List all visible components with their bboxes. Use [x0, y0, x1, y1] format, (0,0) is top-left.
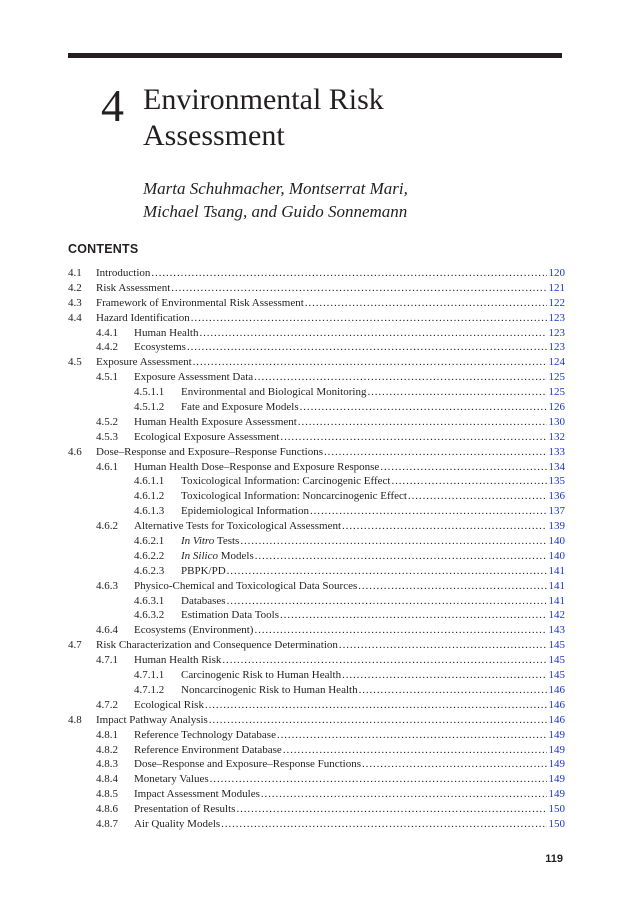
toc-entry[interactable]: [68, 668, 565, 683]
toc-entry-title[interactable]: Human Health Exposure Assessment: [134, 415, 297, 428]
toc-entry-number: 4.6.1: [96, 460, 118, 473]
toc-entry-leader: [134, 772, 565, 787]
toc-entry-number: 4.8.2: [96, 743, 118, 756]
toc-entry-number: 4.6.2.1: [134, 535, 165, 548]
toc-entry-page-link[interactable]: 145: [548, 669, 565, 682]
toc-entry-leader: [134, 802, 565, 817]
toc-dot-leader: [305, 296, 547, 311]
toc-dot-leader: [280, 608, 546, 623]
toc-dot-leader: [277, 728, 547, 743]
toc-dot-leader: [280, 430, 546, 445]
toc-entry-leader: [134, 340, 565, 355]
toc-entry-title[interactable]: Exposure Assessment Data: [134, 371, 254, 384]
toc-entry-leader: [134, 430, 565, 445]
toc-entry-number: 4.8.5: [96, 788, 118, 801]
toc-entry-leader: [96, 638, 565, 653]
toc-entry-number: 4.5.1.1: [134, 386, 165, 399]
toc-entry-page-link[interactable]: 149: [548, 773, 565, 786]
toc-dot-leader: [339, 638, 547, 653]
toc-entry[interactable]: [68, 534, 565, 549]
toc-entry-title[interactable]: Impact Assessment Modules: [134, 788, 260, 801]
toc-entry-number: 4.7.1: [96, 654, 118, 667]
toc-entry[interactable]: [68, 608, 565, 623]
toc-entry-leader: [134, 728, 565, 743]
toc-entry-page-link[interactable]: 149: [548, 743, 565, 756]
toc-entry-leader: [181, 564, 565, 579]
toc-entry-number: 4.7: [68, 639, 82, 652]
toc-entry-title-rest: Tests: [214, 535, 240, 548]
toc-entry-number: 4.5.3: [96, 430, 118, 443]
toc-entry-page-link[interactable]: 150: [548, 817, 565, 830]
toc-entry-title[interactable]: Noncarcinogenic Risk to Human Health: [181, 683, 358, 696]
toc-entry-number: 4.6: [68, 445, 82, 458]
toc-entry-number: 4.8.1: [96, 728, 118, 741]
toc-entry-number: 4.4: [68, 311, 82, 324]
toc-entry-leader: [134, 370, 565, 385]
toc-entry-page-link[interactable]: 132: [548, 430, 565, 443]
toc-entry-title[interactable]: Human Health Dose–Response and Exposure Response: [134, 460, 380, 473]
toc-dot-leader: [191, 311, 547, 326]
toc-entry-leader: [134, 415, 565, 430]
toc-entry-title[interactable]: Impact Pathway Analysis: [96, 713, 208, 726]
toc-entry-title[interactable]: Physico-Chemical and Toxicological Data Sources: [134, 579, 358, 592]
toc-entry-leader: [134, 817, 565, 832]
toc-entry-number: 4.6.3.1: [134, 594, 165, 607]
toc-entry-number: 4.6.2: [96, 520, 118, 533]
toc-entry-number: 4.7.1.1: [134, 669, 165, 682]
toc-entry-leader: [181, 400, 565, 415]
toc-entry-title[interactable]: Fate and Exposure Models: [181, 401, 299, 414]
toc-entry-number: 4.4.2: [96, 341, 118, 354]
toc-entry-page-link[interactable]: 123: [548, 341, 565, 354]
toc-entry-leader: [181, 683, 565, 698]
toc-entry-leader: [134, 519, 565, 534]
toc-dot-leader: [298, 415, 547, 430]
toc-entry-page-link[interactable]: 125: [548, 386, 565, 399]
toc-entry-page-link[interactable]: 121: [548, 281, 565, 294]
toc-entry-page-link[interactable]: 146: [548, 683, 565, 696]
toc-entry-number: 4.2: [68, 281, 82, 294]
toc-dot-leader: [210, 772, 547, 787]
toc-dot-leader: [380, 460, 546, 475]
toc-entry-title[interactable]: Presentation of Results: [134, 803, 236, 816]
toc-entry-page-link[interactable]: 141: [548, 579, 565, 592]
chapter-number: 4: [101, 80, 124, 131]
toc-entry-title[interactable]: [181, 549, 254, 564]
toc-entry-title[interactable]: Human Health: [134, 326, 199, 339]
toc-entry[interactable]: [68, 683, 565, 698]
toc-entry-leader: [96, 281, 565, 296]
toc-entry-leader: [96, 311, 565, 326]
toc-entry[interactable]: [68, 519, 565, 534]
toc-entry-title[interactable]: Epidemiological Information: [181, 505, 309, 518]
toc-entry-page-link[interactable]: 149: [548, 758, 565, 771]
toc-dot-leader: [171, 281, 546, 296]
toc-entry-title-emphasis: In Vitro: [181, 535, 215, 548]
toc-entry-title[interactable]: Environmental and Biological Monitoring: [181, 386, 367, 399]
toc-entry-number: 4.1: [68, 267, 82, 279]
toc-entry-number: 4.8.4: [96, 773, 118, 786]
toc-dot-leader: [227, 594, 547, 609]
toc-entry-leader: [181, 549, 565, 564]
toc-dot-leader: [254, 370, 546, 385]
toc-entry-number: 4.5.2: [96, 415, 118, 428]
toc-entry-title[interactable]: Toxicological Information: Carcinogenic Effect: [181, 475, 391, 488]
toc-entry-title[interactable]: Toxicological Information: Noncarcinogenic Effect: [181, 490, 407, 503]
toc-entry[interactable]: [68, 653, 565, 668]
toc-dot-leader: [222, 653, 546, 668]
chapter-title: Environmental Risk Assessment: [143, 83, 384, 152]
toc-entry-number: 4.6.1.3: [134, 505, 165, 518]
toc-dot-leader: [261, 787, 547, 802]
toc-entry-leader: [96, 266, 565, 281]
toc-entry-leader: [96, 445, 565, 460]
toc-dot-leader: [209, 713, 547, 728]
toc-entry-title[interactable]: Air Quality Models: [134, 817, 221, 830]
toc-entry-number: 4.5: [68, 356, 82, 369]
toc-entry-page-link[interactable]: 149: [548, 728, 565, 741]
toc-entry-leader: [134, 653, 565, 668]
toc-dot-leader: [367, 385, 546, 400]
toc-dot-leader: [358, 579, 546, 594]
toc-entry-title[interactable]: Databases: [181, 594, 226, 607]
toc-dot-leader: [221, 817, 546, 832]
toc-entry-leader: [134, 579, 565, 594]
toc-entry-number: 4.6.3: [96, 579, 118, 592]
page-number: 119: [545, 853, 563, 865]
toc-dot-leader: [193, 355, 547, 370]
toc-entry-page-link[interactable]: 141: [548, 564, 565, 577]
toc-entry-title[interactable]: Reference Technology Database: [134, 728, 276, 741]
toc-entry-leader: [134, 787, 565, 802]
toc-entry-title[interactable]: Ecological Exposure Assessment: [134, 430, 280, 443]
toc-entry-number: 4.6.4: [96, 624, 118, 637]
toc-entry-leader: [134, 698, 565, 713]
toc-entry-page-link[interactable]: 123: [548, 326, 565, 339]
toc-entry[interactable]: [68, 638, 565, 653]
toc-entry[interactable]: [68, 623, 565, 638]
toc-entry-leader: [134, 623, 565, 638]
toc-entry[interactable]: [68, 728, 565, 743]
toc-entry-title[interactable]: Framework of Environmental Risk Assessment: [96, 296, 304, 309]
toc-entry-leader: [181, 489, 565, 504]
toc-entry[interactable]: [68, 698, 565, 713]
toc-dot-leader: [310, 504, 547, 519]
toc-dot-leader: [187, 340, 547, 355]
authors-line-1: Marta Schuhmacher, Montserrat Mari,: [143, 179, 408, 198]
toc-entry[interactable]: [68, 311, 565, 326]
toc-entry-leader: [134, 326, 565, 341]
toc-entry-number: 4.6.2.2: [134, 549, 165, 562]
chapter-top-rule: [68, 53, 562, 58]
toc-dot-leader: [362, 757, 546, 772]
toc-entry[interactable]: [68, 489, 565, 504]
toc-entry[interactable]: [68, 594, 565, 609]
toc-dot-leader: [227, 564, 547, 579]
toc-entry-title[interactable]: Estimation Data Tools: [181, 609, 280, 622]
toc-entry-page-link[interactable]: 120: [548, 267, 565, 279]
toc-dot-leader: [300, 400, 547, 415]
toc-entry[interactable]: [68, 787, 565, 802]
toc-entry-title[interactable]: Risk Assessment: [96, 281, 171, 294]
toc-entry-title[interactable]: Ecosystems (Environment): [134, 624, 254, 637]
toc-entry-title[interactable]: Ecosystems: [134, 341, 186, 354]
toc-entry-page-link[interactable]: 135: [548, 475, 565, 488]
toc-entry-number: 4.4.1: [96, 326, 118, 339]
toc-entry-leader: [96, 713, 565, 728]
toc-entry-number: 4.6.1.2: [134, 490, 165, 503]
toc-entry-page-link[interactable]: 136: [548, 490, 565, 503]
toc-entry-number: 4.5.1: [96, 371, 118, 384]
toc-entry-leader: [181, 474, 565, 489]
toc-entry-title[interactable]: Carcinogenic Risk to Human Health: [181, 669, 342, 682]
toc-entry[interactable]: [68, 355, 565, 370]
toc-entry-title[interactable]: Alternative Tests for Toxicological Assessment: [134, 520, 342, 533]
toc-entry-leader: [134, 460, 565, 475]
toc-entry-number: 4.8: [68, 713, 82, 726]
toc-entry-title[interactable]: Ecological Risk: [134, 698, 204, 711]
toc-entry-page-link[interactable]: 140: [548, 549, 565, 562]
toc-entry-page-link[interactable]: 123: [548, 311, 565, 324]
toc-entry[interactable]: [68, 549, 565, 564]
toc-entry-leader: [181, 668, 565, 683]
toc-entry-page-link[interactable]: 126: [548, 401, 565, 414]
authors-line-2: Michael Tsang, and Guido Sonnemann: [143, 202, 408, 221]
toc-entry-leader: [181, 608, 565, 623]
toc-dot-leader: [255, 549, 547, 564]
toc-entry-page-link[interactable]: 146: [548, 713, 565, 726]
toc-entry-title[interactable]: Dose–Response and Exposure–Response Functions: [134, 758, 362, 771]
toc-dot-leader: [205, 698, 547, 713]
chapter-authors: [143, 177, 563, 223]
toc-entry[interactable]: [68, 504, 565, 519]
toc-entry-page-link[interactable]: 133: [548, 445, 565, 458]
toc-entry-leader: [181, 504, 565, 519]
toc-entry-leader: [96, 355, 565, 370]
toc-entry[interactable]: [68, 772, 565, 787]
toc-entry[interactable]: [68, 430, 565, 445]
toc-dot-leader: [342, 519, 546, 534]
toc-entry-title[interactable]: Risk Characterization and Consequence Determination: [96, 639, 338, 652]
toc-entry[interactable]: [68, 281, 565, 296]
toc-dot-leader: [359, 683, 547, 698]
toc-entry-number: 4.8.6: [96, 803, 118, 816]
toc-dot-leader: [324, 445, 546, 460]
toc-entry[interactable]: [68, 326, 565, 341]
table-of-contents: [68, 266, 565, 832]
toc-dot-leader: [254, 623, 546, 638]
toc-dot-leader: [408, 489, 547, 504]
toc-dot-leader: [391, 474, 546, 489]
toc-entry-page-link[interactable]: 140: [548, 535, 565, 548]
toc-entry-number: 4.6.1.1: [134, 475, 165, 488]
toc-entry-leader: [181, 385, 565, 400]
toc-entry[interactable]: [68, 296, 565, 311]
toc-entry[interactable]: [68, 817, 565, 832]
toc-entry-title[interactable]: Hazard Identification: [96, 311, 190, 324]
toc-entry-leader: [96, 296, 565, 311]
toc-dot-leader: [151, 266, 546, 281]
toc-entry-page-link[interactable]: 137: [548, 505, 565, 518]
toc-entry-page-link[interactable]: 130: [548, 415, 565, 428]
toc-entry-number: 4.7.1.2: [134, 683, 165, 696]
toc-entry-number: 4.8.3: [96, 758, 118, 771]
toc-entry-number: 4.6.3.2: [134, 609, 165, 622]
toc-entry[interactable]: [68, 340, 565, 355]
toc-entry-page-link[interactable]: 149: [548, 788, 565, 801]
toc-entry[interactable]: [68, 757, 565, 772]
toc-entry-leader: [181, 534, 565, 549]
toc-entry[interactable]: [68, 370, 565, 385]
toc-entry[interactable]: [68, 460, 565, 475]
toc-entry-title-emphasis: In Silico: [181, 549, 218, 562]
toc-entry-title[interactable]: Reference Environment Database: [134, 743, 282, 756]
toc-entry-page-link[interactable]: 124: [548, 356, 565, 369]
toc-entry[interactable]: [68, 400, 565, 415]
toc-dot-leader: [342, 668, 546, 683]
toc-entry-page-link[interactable]: 146: [548, 698, 565, 711]
toc-entry-title[interactable]: Introduction: [96, 267, 151, 279]
toc-entry-title[interactable]: Monetary Values: [134, 773, 209, 786]
toc-entry-number: 4.8.7: [96, 817, 118, 830]
toc-entry[interactable]: [68, 474, 565, 489]
toc-entry-leader: [134, 743, 565, 758]
toc-entry-number: 4.7.2: [96, 698, 118, 711]
toc-entry[interactable]: [68, 415, 565, 430]
toc-entry-page-link[interactable]: 150: [548, 803, 565, 816]
toc-entry-title[interactable]: Exposure Assessment: [96, 356, 192, 369]
toc-entry[interactable]: [68, 743, 565, 758]
toc-entry[interactable]: [68, 713, 565, 728]
toc-entry-page-link[interactable]: 139: [548, 520, 565, 533]
toc-entry[interactable]: [68, 385, 565, 400]
toc-entry-leader: [181, 594, 565, 609]
toc-entry-number: 4.5.1.2: [134, 401, 165, 414]
toc-entry-number: 4.6.2.3: [134, 564, 165, 577]
toc-entry-title[interactable]: Dose–Response and Exposure–Response Functions: [96, 445, 324, 458]
toc-dot-leader: [236, 802, 546, 817]
toc-entry-leader: [134, 757, 565, 772]
toc-entry-page-link[interactable]: 145: [548, 639, 565, 652]
contents-heading: CONTENTS: [68, 242, 139, 256]
toc-entry-page-link[interactable]: 125: [548, 371, 565, 384]
toc-entry-page-link[interactable]: 134: [548, 460, 565, 473]
toc-entry-number: 4.3: [68, 296, 82, 309]
toc-dot-leader: [199, 326, 546, 341]
toc-entry[interactable]: [68, 445, 565, 460]
toc-entry-page-link[interactable]: 141: [548, 594, 565, 607]
toc-entry-title[interactable]: PBPK/PD: [181, 564, 226, 577]
toc-entry-page-link[interactable]: 142: [548, 609, 565, 622]
toc-entry-page-link[interactable]: 122: [548, 296, 565, 309]
toc-entry[interactable]: [68, 266, 565, 281]
toc-dot-leader: [283, 743, 547, 758]
toc-dot-leader: [240, 534, 546, 549]
toc-entry-page-link[interactable]: 143: [548, 624, 565, 637]
toc-entry[interactable]: [68, 579, 565, 594]
toc-entry-title[interactable]: Human Health Risk: [134, 654, 222, 667]
toc-entry[interactable]: [68, 564, 565, 579]
toc-entry-page-link[interactable]: 145: [548, 654, 565, 667]
toc-entry-title-rest: Models: [217, 549, 254, 562]
toc-entry-title[interactable]: [181, 534, 239, 549]
toc-entry[interactable]: [68, 802, 565, 817]
